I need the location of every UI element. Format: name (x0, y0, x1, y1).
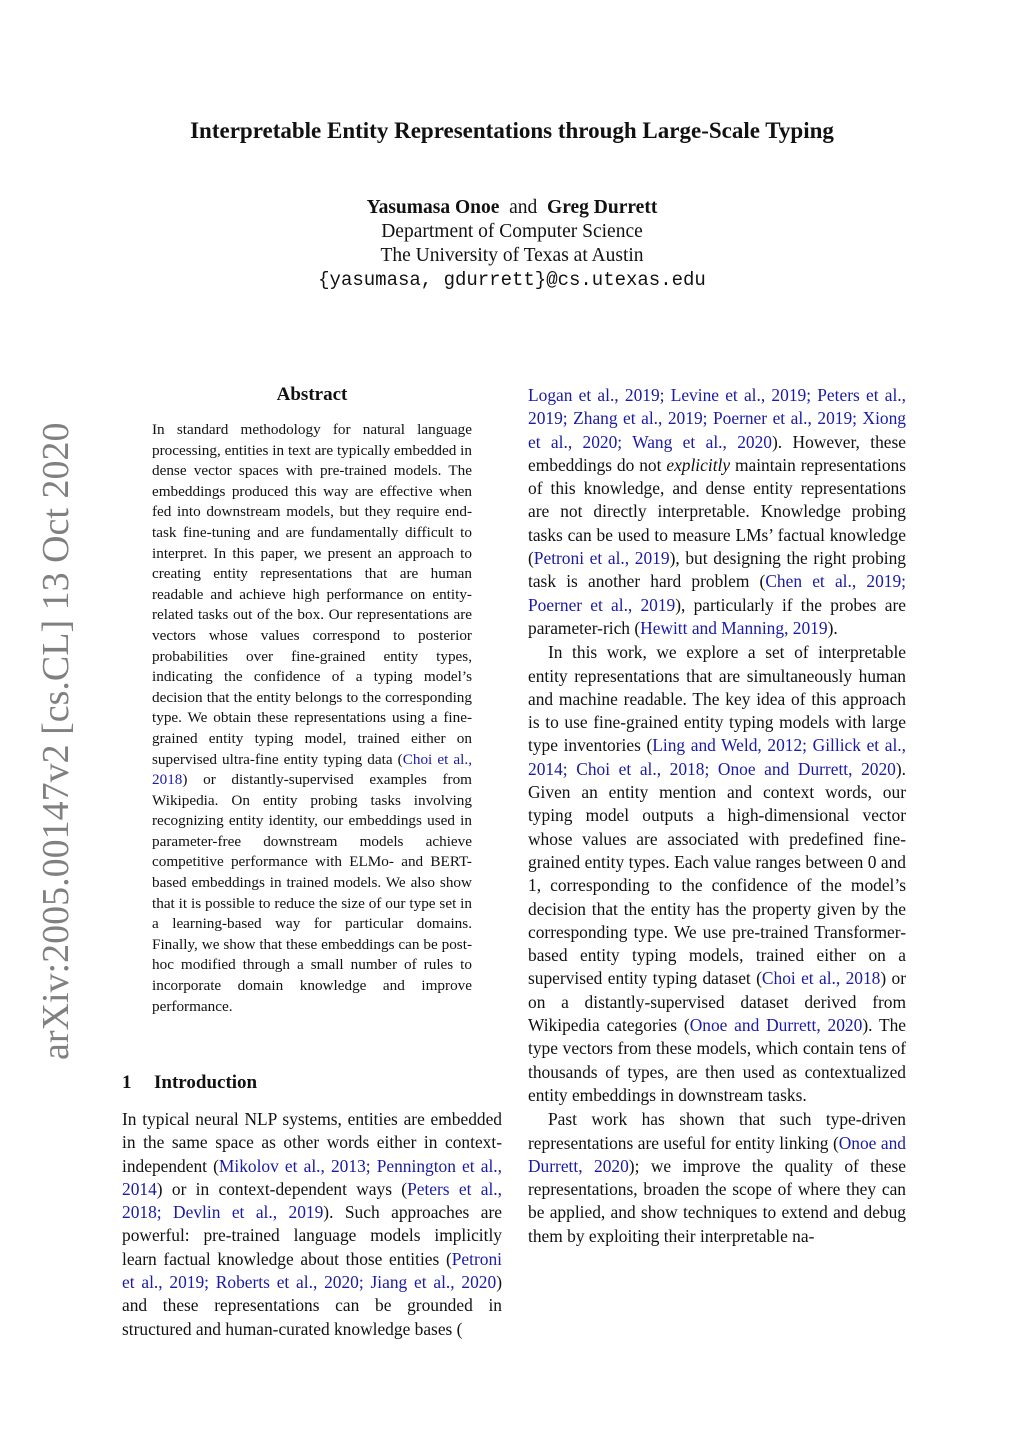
text-run: ). However, these embeddings do not (528, 431, 906, 475)
citation-link[interactable]: Onoe and Durrett, 2020 (528, 1132, 906, 1176)
text-run: ). (827, 617, 838, 638)
text-run: ) or on a distantly-supervised dataset derived from Wikipedia categories ( (528, 968, 906, 1036)
citation-link[interactable]: Ling and Weld, 2012; Gillick et al., 2014; Choi et al., 2018; Onoe and Durrett, 2020 (528, 735, 906, 779)
text-run: In typical neural NLP systems, entities are embedded in the same space as other words either in context-independent ( (122, 1109, 502, 1176)
author-connector: and (509, 197, 538, 218)
text-run: ); we improve the quality of these representations, broaden the scope of where they can be applied, and show techniques to extend and debug them by exploiting their interpretable na- (528, 1155, 906, 1246)
text-run: ). The type vectors from these models, which contain tens of thousands of types, are then used as contextualized entity embeddings in downstream tasks. (528, 1015, 907, 1105)
emphasis: explicitly (666, 454, 731, 475)
text-run: ). Such approaches are powerful: pre-trained language models implicitly learn factual knowledge about those entities ( (122, 1202, 502, 1269)
abstract-heading: Abstract (276, 384, 348, 405)
citation-link[interactable]: Petroni et al., 2019 (533, 548, 670, 569)
citation-link[interactable]: Hewitt and Manning, 2019 (640, 617, 828, 638)
citation-link[interactable]: Onoe and Durrett, 2020 (689, 1015, 863, 1036)
intro-column-right (528, 384, 906, 1248)
citation-link[interactable]: Mikolov et al., 2013; Pennington et al., 2014 (122, 1155, 502, 1199)
intro-paragraph-2 (528, 641, 906, 1107)
author-email: {yasumasa, gdurrett}@cs.utexas.edu (318, 269, 706, 291)
author-line (0, 196, 1024, 220)
text-run: ), but designing the right probing task is another hard problem ( (528, 548, 906, 592)
text-run: maintain representations of this knowledge, and dense entity representations are not directly interpretable. Knowledge probing tasks can be used to measure LMs’ factual knowledge ( (528, 454, 906, 569)
abstract-text (152, 420, 472, 1017)
text-run: In standard methodology for natural language processing, entities in text are typically embedded in dense vector spaces with pre-trained models. The embeddings produced this way are effective when fed into downstream models, but they require end-task fine-tuning and are fundamentally difficult to interpret. In this paper, we present an approach to creating entity representations that are human readable and achieve high performance on entity-related tasks out of the box. Our representations are vectors whose values correspond to posterior probabilities over fine-grained entity types, indicating the confidence of a typing model’s decision that the entity belongs to the corresponding type. We obtain these representations using a fine-grained entity typing model, trained either on supervised ultra-fine entity typing data ( (152, 421, 472, 768)
text-run: ). Given an entity mention and context words, our typing model outputs a high-dimensional vector whose values are associated with predefined fine-grained entity types. Each value ranges between 0 and 1, corresponding to the confidence of the model’s decision that the entity has the property given by the corresponding type. We use pre-trained Transformer-based entity typing models, trained either on a supervised entity typing dataset ( (528, 758, 906, 989)
citation-link[interactable]: Peters et al., 2018; Devlin et al., 2019 (122, 1178, 502, 1223)
text-run: ) or distantly-supervised examples from Wikipedia. On entity probing tasks involving recognizing entity identity, our embeddings used in parameter-free downstream models achieve competitive performance with ELMo- and BERT-based embeddings in trained models. We also show that it is possible to reduce the size of our type set in a learning-based way for particular domains. Finally, we show that these embeddings can be post-hoc modified through a small number of rules to incorporate domain knowledge and improve performance. (152, 771, 472, 1015)
section-heading-introduction (122, 1072, 502, 1094)
text-run: Past work has shown that such type-driven representations are useful for entity linking ( (528, 1109, 906, 1153)
affiliation-department: Department of Computer Science (381, 221, 643, 242)
author-name: Yasumasa Onoe (366, 197, 500, 218)
citation-link[interactable]: Petroni et al., 2019; Roberts et al., 2020; Jiang et al., 2020 (122, 1248, 502, 1293)
intro-paragraph-1 (122, 1108, 502, 1341)
citation-link[interactable]: Logan et al., 2019; Levine et al., 2019; Peters et al., 2019; Zhang et al., 2019; Poerner et al., 2019; Xiong et al., 2020; Wang et al., 2020 (528, 385, 906, 452)
intro-column-left (122, 1108, 502, 1341)
author-block (0, 196, 1024, 292)
citation-link[interactable]: Chen et al., 2019; Poerner et al., 2019 (528, 571, 906, 615)
text-run: ) or in context-dependent ways ( (156, 1178, 408, 1199)
intro-paragraph-3 (528, 1108, 906, 1248)
text-run: In this work, we explore a set of interpretable entity representations that are simultaneously human and machine readable. The key idea of this approach is to use fine-grained entity typing models with large type inventories ( (528, 642, 906, 756)
intro-paragraph-1-continued (528, 384, 906, 640)
paper-title: Interpretable Entity Representations through Large-Scale Typing (190, 118, 834, 143)
text-run: ) and these representations can be grounded in structured and human-curated knowledge bases ( (122, 1272, 502, 1339)
section-title: Introduction (154, 1072, 258, 1093)
affiliation-university: The University of Texas at Austin (380, 245, 644, 266)
text-run: ), particularly if the probes are parameter-rich ( (528, 594, 907, 638)
citation-link[interactable]: Choi et al., 2018 (761, 968, 881, 989)
arxiv-stamp: arXiv:2005.00147v2 [cs.CL] 13 Oct 2020 (35, 422, 77, 1060)
section-number: 1 (122, 1072, 132, 1093)
citation-link[interactable]: Choi et al., 2018 (152, 750, 472, 789)
author-name: Greg Durrett (547, 197, 658, 218)
